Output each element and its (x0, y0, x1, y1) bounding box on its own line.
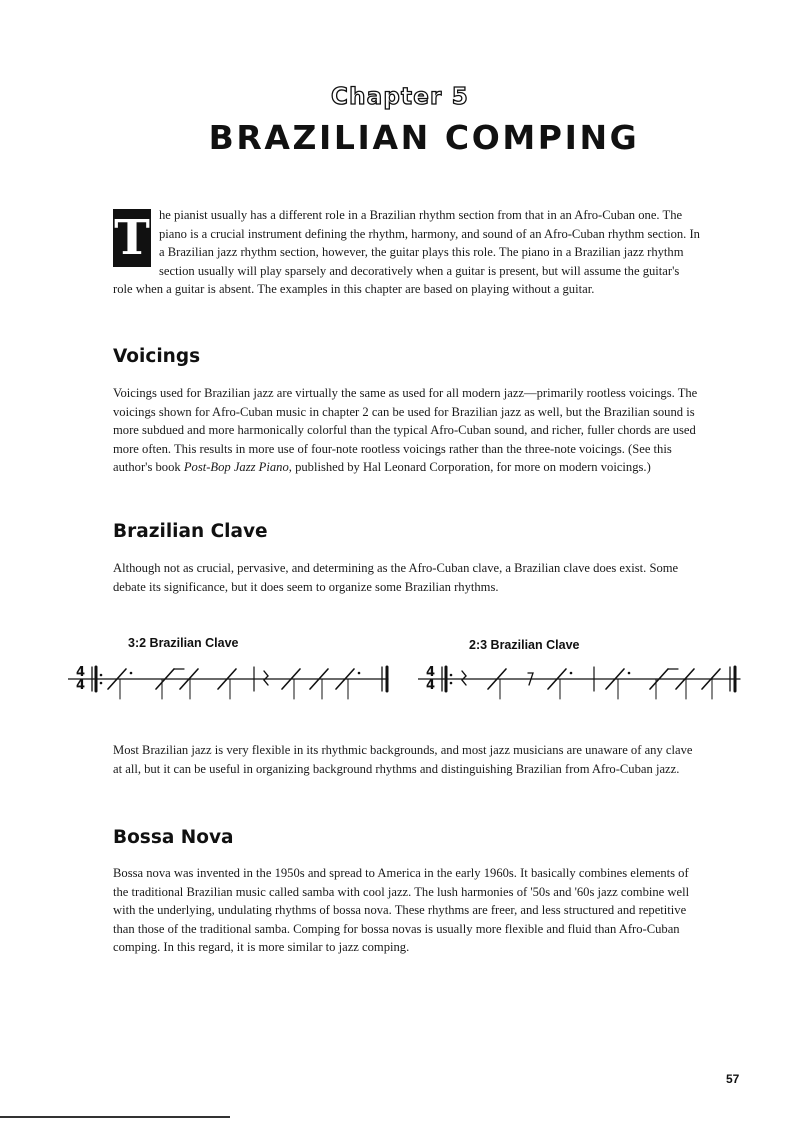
book-title: Post-Bop Jazz Piano (183, 460, 289, 475)
clave-example-label-2-3: 2:3 Brazilian Clave (469, 638, 580, 652)
svg-text:4: 4 (76, 678, 86, 693)
voicings-paragraph (113, 384, 701, 477)
chapter-title: BRAZILIAN COMPING (208, 118, 640, 157)
heading-voicings: Voicings (113, 346, 201, 367)
footer-rule (0, 1116, 230, 1118)
clave-paragraph: Although not as crucial, pervasive, and determining as the Afro-Cuban clave, a Brazilian clave does exist. Some debate its significance, but it does seem to organize some Brazilian rhythms. (113, 561, 679, 594)
clave-notation-3-2 (68, 655, 398, 703)
heading-brazilian-clave: Brazilian Clave (113, 521, 268, 542)
voicings-text-after: , published by Hal Leonard Corporation, for more on modern voicings.) (288, 460, 651, 475)
page-number: 57 (726, 1072, 740, 1086)
bossa-nova-paragraph: Bossa nova was invented in the 1950s and spread to America in the early 1960s. It basically combines elements of the traditional Brazilian music called samba with cool jazz. The lush harmonies of '50s and '60s jazz combine well with the underlying, undulating rhythms of bossa nova. These rhythms are freer, and less structured and repetitive than those of the traditional samba. Comping for bossa novas is usually more flexible and fluid than Afro-Cuban comping. In this regard, it is more similar to jazz comping. (113, 866, 690, 955)
intro-paragraph (113, 206, 701, 299)
clave-notation-2-3 (418, 655, 748, 703)
clave-paragraph-after: Most Brazilian jazz is very flexible in its rhythmic backgrounds, and most jazz musicians are unaware of any clave at all, but it can be useful in organizing background rhythms and distinguishing Brazilian from Afro-Cuban jazz. (113, 743, 693, 776)
clave-example-label-3-2: 3:2 Brazilian Clave (128, 636, 239, 650)
svg-text:4: 4 (426, 678, 436, 693)
dropcap: T (114, 210, 150, 266)
heading-bossa-nova: Bossa Nova (113, 827, 234, 848)
intro-text: he pianist usually has a different role in a Brazilian rhythm section from that in an Afro-Cuban one. The piano is a crucial instrument defining the rhythm, harmony, and sound of an Afro-Cuban rhythm section. In a Brazilian jazz rhythm section, however, the guitar plays this role. The piano in a Brazilian jazz rhythm section usually will play sparsely and decoratively when a guitar is present, but will assume the guitar's role when a guitar is absent. The examples in this chapter are based on playing without a guitar. (113, 208, 700, 297)
chapter-label: Chapter 5 (331, 84, 469, 110)
svg-text:4: 4 (76, 665, 86, 680)
voicings-text-before: Voicings used for Brazilian jazz are virtually the same as used for all modern jazz—primarily rootless voicings. The voicings shown for Afro-Cuban music in chapter 2 can be used for Brazilian jazz as well, but the Brazilian sound is more subdued and more harmonically colorful than the typical Afro-Cuban sound, and richer, fuller chords are used more often. This results in more use of four-note rootless voicings rather than the three-note voicings. (See this author's book (113, 386, 698, 475)
svg-text:4: 4 (426, 665, 436, 680)
